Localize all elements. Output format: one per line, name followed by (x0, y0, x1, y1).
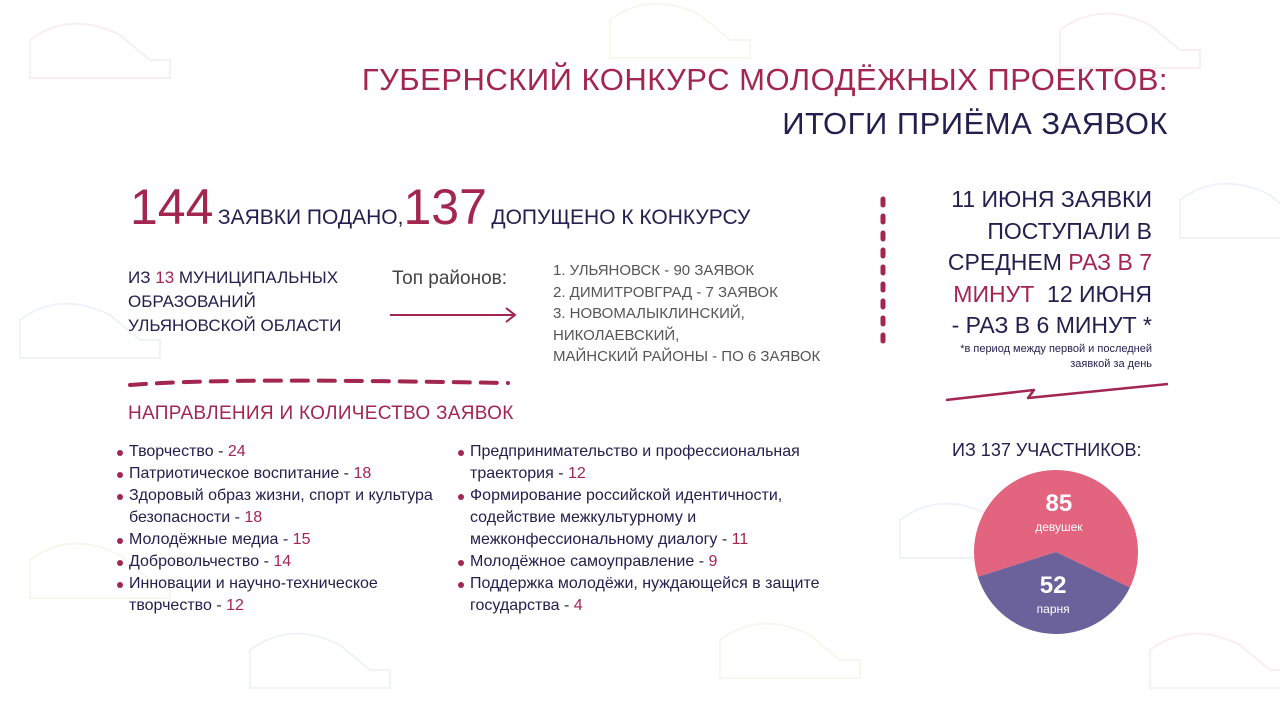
title-line-2: ИТОГИ ПРИЁМА ЗАЯВОК (782, 106, 1168, 141)
june-line-1: 11 ИЮНЯ ЗАЯВКИ (951, 186, 1152, 212)
top-district-item: МАЙНСКИЙ РАЙОНЫ - ПО 6 ЗАЯВОК (553, 348, 821, 365)
june-line-2: ПОСТУПАЛИ В (987, 217, 1152, 244)
list-item: Патриотическое воспитание - 18 (117, 463, 457, 485)
list-item: Молодёжное самоуправление - 9 (458, 551, 828, 573)
municipal-prefix: ИЗ (128, 268, 151, 287)
vertical-dotted-divider (878, 196, 888, 346)
top-district-item: 1. УЛЬЯНОВСК - 90 ЗАЯВОК (553, 262, 755, 279)
municipal-text-2: ОБРАЗОВАНИЙ (128, 292, 256, 311)
directions-title: НАПРАВЛЕНИЯ И КОЛИЧЕСТВО ЗАЯВОК (128, 403, 514, 424)
top-districts-label: Топ районов: (392, 268, 508, 289)
june-line-5: - РАЗ В 6 МИНУТ * (951, 312, 1152, 338)
list-item: Добровольчество - 14 (117, 551, 457, 573)
municipal-count: 13 (155, 268, 175, 287)
right-arrow-icon (390, 305, 520, 325)
admitted-label: ДОПУЩЕНО К КОНКУРСУ (491, 206, 751, 229)
admitted-value: 137 (403, 179, 487, 235)
list-item: Молодёжные медиа - 15 (117, 529, 457, 551)
pie-category-label: парня (1036, 601, 1070, 616)
title-line-1: ГУБЕРНСКИЙ КОНКУРС МОЛОДЁЖНЫХ ПРОЕКТОВ: (361, 62, 1168, 97)
municipal-info (128, 266, 368, 338)
municipal-text-1: МУНИЦИПАЛЬНЫХ (178, 268, 339, 287)
dashed-divider (128, 376, 513, 390)
top-district-item: 2. ДИМИТРОВГРАД - 7 ЗАЯВОК (553, 283, 778, 301)
top-district-item: НИКОЛАЕВСКИЙ, (553, 326, 680, 344)
zigzag-line-decoration (944, 378, 1170, 404)
pie-category-label: девушек (1035, 520, 1083, 535)
participants-title: ИЗ 137 УЧАСТНИКОВ: (952, 440, 1142, 460)
submitted-value: 144 (130, 179, 214, 235)
list-item: Поддержка молодёжи, нуждающейся в защите государства - 4 (458, 573, 828, 617)
june-footnote: *в период между первой и последней заявкой за день (960, 343, 1152, 370)
list-item: Инновации и научно-техническое творчество - 12 (117, 573, 457, 617)
municipal-text-3: УЛЬЯНОВСКОЙ ОБЛАСТИ (128, 316, 342, 335)
list-item: Формирование российской идентичности, содействие межкультурному и межконфессиональному диалогу - 11 (458, 485, 828, 551)
top-district-item: 3. НОВОМАЛЫКЛИНСКИЙ, (553, 305, 745, 322)
stats-line (130, 178, 750, 236)
list-item: Здоровый образ жизни, спорт и культура безопасности - 18 (117, 485, 457, 529)
gender-pie-chart (966, 462, 1146, 642)
top-districts-list (553, 260, 853, 368)
submitted-label: ЗАЯВКИ ПОДАНО, (217, 206, 404, 229)
directions-list-right (458, 441, 828, 617)
june-line-4: МИНУТ 12 ИЮНЯ (953, 280, 1152, 307)
pie-value-label: 85 (1045, 490, 1073, 518)
pie-value-label: 52 (1039, 571, 1067, 599)
june-line-3: СРЕДНЕМ РАЗ В 7 (947, 249, 1152, 275)
june-info (892, 184, 1152, 342)
directions-list-left (117, 441, 457, 617)
list-item: Творчество - 24 (117, 441, 457, 463)
list-item: Предпринимательство и профессиональная траектория - 12 (458, 441, 828, 485)
